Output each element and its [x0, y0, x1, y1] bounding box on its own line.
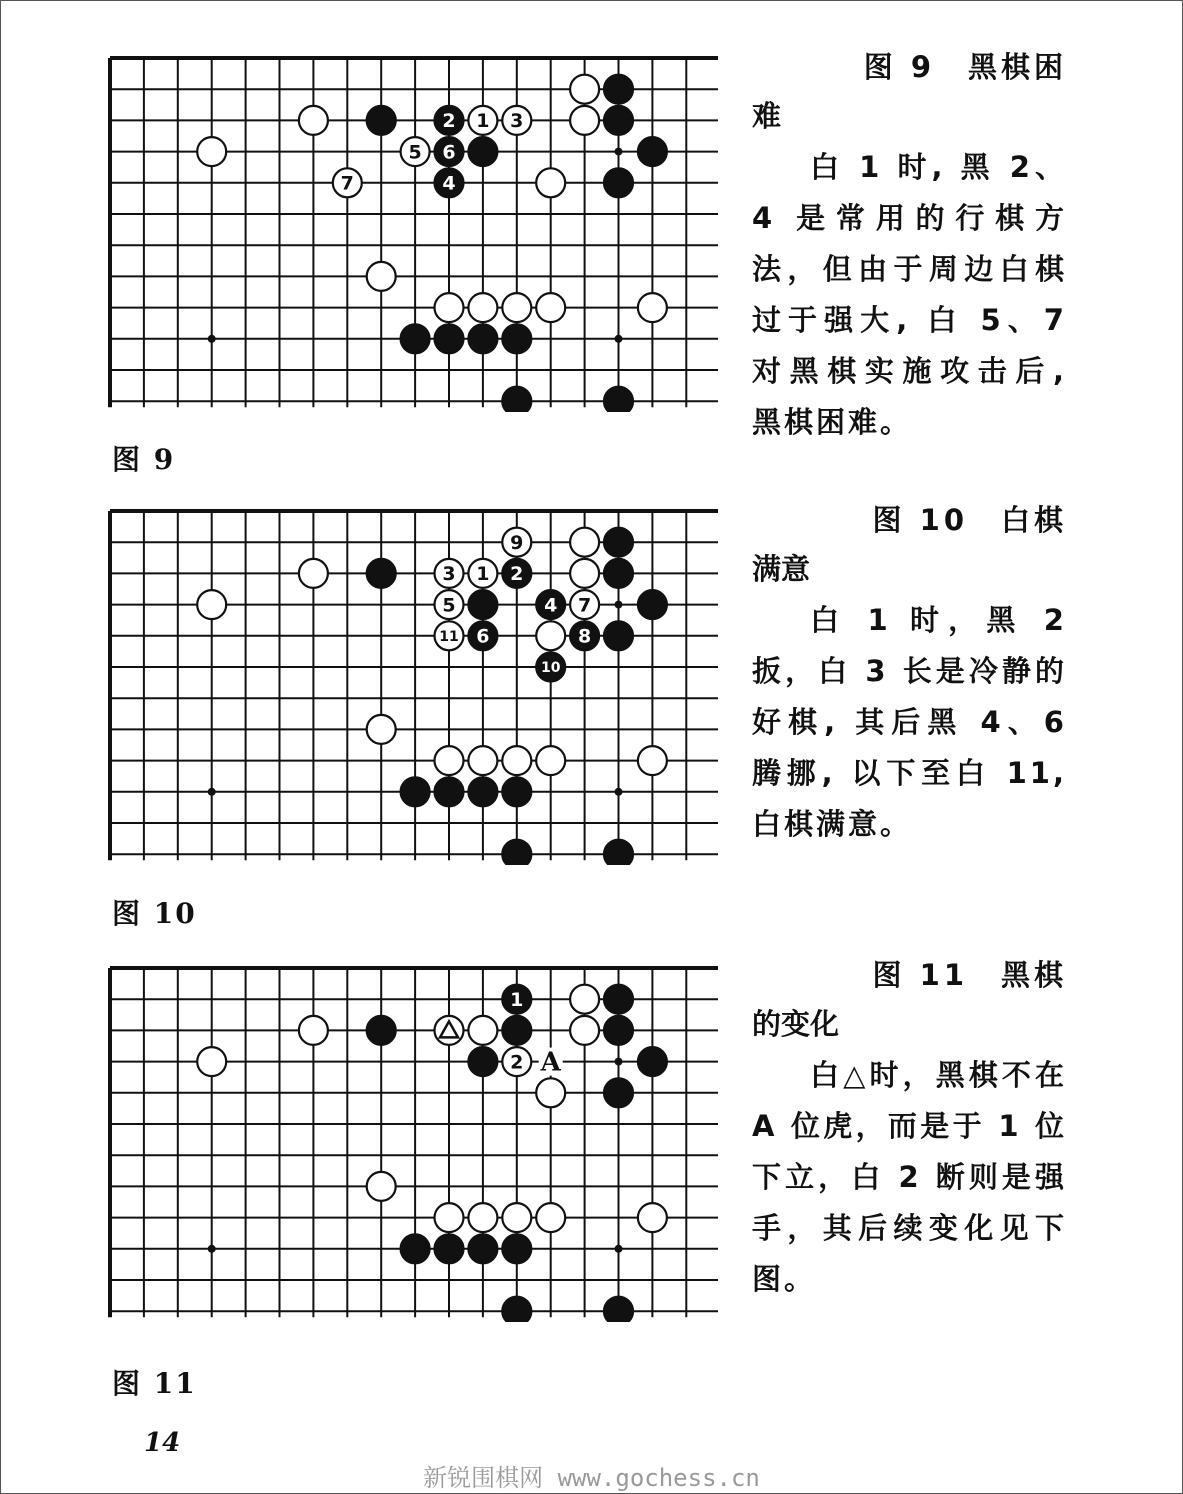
white-stone: [536, 1078, 565, 1107]
black-stone: [468, 1047, 497, 1076]
commentary-text: 白 1 时，黑 2 扳，白 3 长是冷静的好棋, 其后黑 4、6 腾挪, 以下至白 11, 白棋满意。: [752, 603, 1067, 841]
black-stone: [367, 559, 396, 588]
black-stone: [502, 324, 531, 353]
star-point: [208, 1245, 216, 1253]
black-stone: [367, 106, 396, 135]
black-stone: [401, 1234, 430, 1263]
white-stone: [197, 137, 226, 166]
white-stone: [570, 106, 599, 135]
white-stone: [570, 75, 599, 104]
black-stone: [604, 528, 633, 557]
move-number: 10: [540, 660, 561, 677]
black-stone: [435, 324, 464, 353]
page-number: 14: [144, 1428, 181, 1458]
commentary-title: 图 11 黑棋: [872, 958, 1067, 992]
white-stone: [299, 559, 328, 588]
white-stone: [570, 528, 599, 557]
move-number: 4: [544, 594, 558, 617]
go-board-figure-9: [106, 52, 718, 412]
move-number: 11: [439, 628, 459, 645]
go-board-svg: [106, 962, 718, 1322]
white-stone: [435, 1203, 464, 1232]
white-stone: [638, 293, 667, 322]
star-point: [615, 788, 623, 796]
move-number: 9: [510, 532, 524, 555]
move-number: 2: [510, 1051, 524, 1074]
black-stone: [604, 985, 633, 1014]
move-number: 6: [442, 141, 456, 164]
white-stone: [299, 1016, 328, 1045]
white-stone: [197, 1047, 226, 1076]
move-number: 3: [442, 563, 456, 586]
figure-9-commentary: [752, 42, 1067, 448]
move-number: 5: [442, 594, 456, 617]
commentary-subtitle: 难: [752, 99, 782, 133]
figure-caption: 图 9: [112, 443, 176, 476]
black-stone: [604, 106, 633, 135]
white-stone: [435, 293, 464, 322]
commentary-text: 白 1 时, 黑 2、4 是常用的行棋方法，但由于周边白棋过于强大, 白 5、7 对黑棋实施攻击后, 黑棋困难。: [752, 150, 1067, 439]
black-stone: [604, 840, 633, 865]
white-stone: [468, 293, 497, 322]
move-number: 1: [476, 563, 490, 586]
black-stone: [604, 1297, 633, 1322]
go-board-figure-10: [106, 505, 718, 865]
figure-10-commentary: [752, 495, 1067, 850]
black-stone: [435, 777, 464, 806]
white-stone: [435, 746, 464, 775]
commentary-text: 白△时，黑棋不在 A 位虎，而是于 1 位下立，白 2 断则是强手，其后续变化见下图。: [752, 1058, 1067, 1296]
black-stone: [502, 1016, 531, 1045]
black-stone: [638, 1047, 667, 1076]
black-stone: [604, 621, 633, 650]
white-stone: [570, 1016, 599, 1045]
move-number: 4: [442, 172, 456, 195]
move-number: 2: [510, 563, 524, 586]
white-stone: [197, 590, 226, 619]
white-stone: [536, 293, 565, 322]
white-stone: [468, 1203, 497, 1232]
white-stone: [638, 746, 667, 775]
star-point: [615, 1058, 623, 1066]
white-stone: [536, 621, 565, 650]
black-stone: [604, 1078, 633, 1107]
white-stone: [536, 168, 565, 197]
commentary-title: 图 10 白棋: [872, 503, 1067, 537]
star-point: [208, 335, 216, 343]
move-number: 8: [577, 625, 592, 648]
white-stone: [536, 746, 565, 775]
move-number: 1: [476, 110, 490, 133]
black-stone: [604, 387, 633, 412]
white-stone: [367, 1172, 396, 1201]
figure-caption: 图 11: [112, 1367, 197, 1400]
black-stone: [435, 1234, 464, 1263]
black-stone: [604, 1016, 633, 1045]
black-stone: [468, 137, 497, 166]
figure-11-commentary: [752, 950, 1067, 1305]
footer-watermark: 新锐围棋网 www.gochess.cn: [423, 1464, 760, 1492]
black-stone: [638, 137, 667, 166]
black-stone: [502, 1297, 531, 1322]
white-stone: [502, 293, 531, 322]
black-stone: [604, 75, 633, 104]
black-stone: [604, 168, 633, 197]
move-number: 3: [510, 110, 524, 133]
star-point: [615, 1245, 623, 1253]
star-point: [615, 148, 623, 156]
point-a-marker: A: [540, 1047, 561, 1078]
star-point: [208, 788, 216, 796]
figure-caption: 图 10: [112, 897, 197, 930]
black-stone: [367, 1016, 396, 1045]
move-number: 1: [510, 989, 524, 1012]
black-stone: [468, 1234, 497, 1263]
black-stone: [468, 777, 497, 806]
move-number: 5: [408, 141, 422, 164]
white-stone: [299, 106, 328, 135]
black-stone: [604, 559, 633, 588]
black-stone: [468, 324, 497, 353]
white-stone: [570, 985, 599, 1014]
star-point: [615, 601, 623, 609]
black-stone: [502, 1234, 531, 1263]
star-point: [615, 335, 623, 343]
black-stone: [638, 590, 667, 619]
move-number: 2: [442, 110, 456, 133]
black-stone: [502, 387, 531, 412]
white-stone: [468, 1016, 497, 1045]
white-stone: [367, 262, 396, 291]
white-stone: [502, 746, 531, 775]
black-stone: [401, 777, 430, 806]
white-stone: [468, 746, 497, 775]
white-stone: [367, 715, 396, 744]
go-board-svg: [106, 505, 718, 865]
move-number: 7: [577, 594, 592, 617]
commentary-subtitle: 满意: [752, 552, 811, 586]
move-number: 7: [340, 172, 354, 195]
white-stone: [638, 1203, 667, 1232]
commentary-title: 图 9 黑棋困: [863, 50, 1067, 84]
black-stone: [502, 840, 531, 865]
commentary-subtitle: 的变化: [752, 1007, 840, 1041]
white-stone: [536, 1203, 565, 1232]
black-stone: [468, 590, 497, 619]
go-board-svg: [106, 52, 718, 412]
move-number: 6: [476, 625, 490, 648]
black-stone: [502, 777, 531, 806]
white-stone: [570, 559, 599, 588]
go-board-figure-11: [106, 962, 718, 1322]
white-stone: [502, 1203, 531, 1232]
black-stone: [401, 324, 430, 353]
